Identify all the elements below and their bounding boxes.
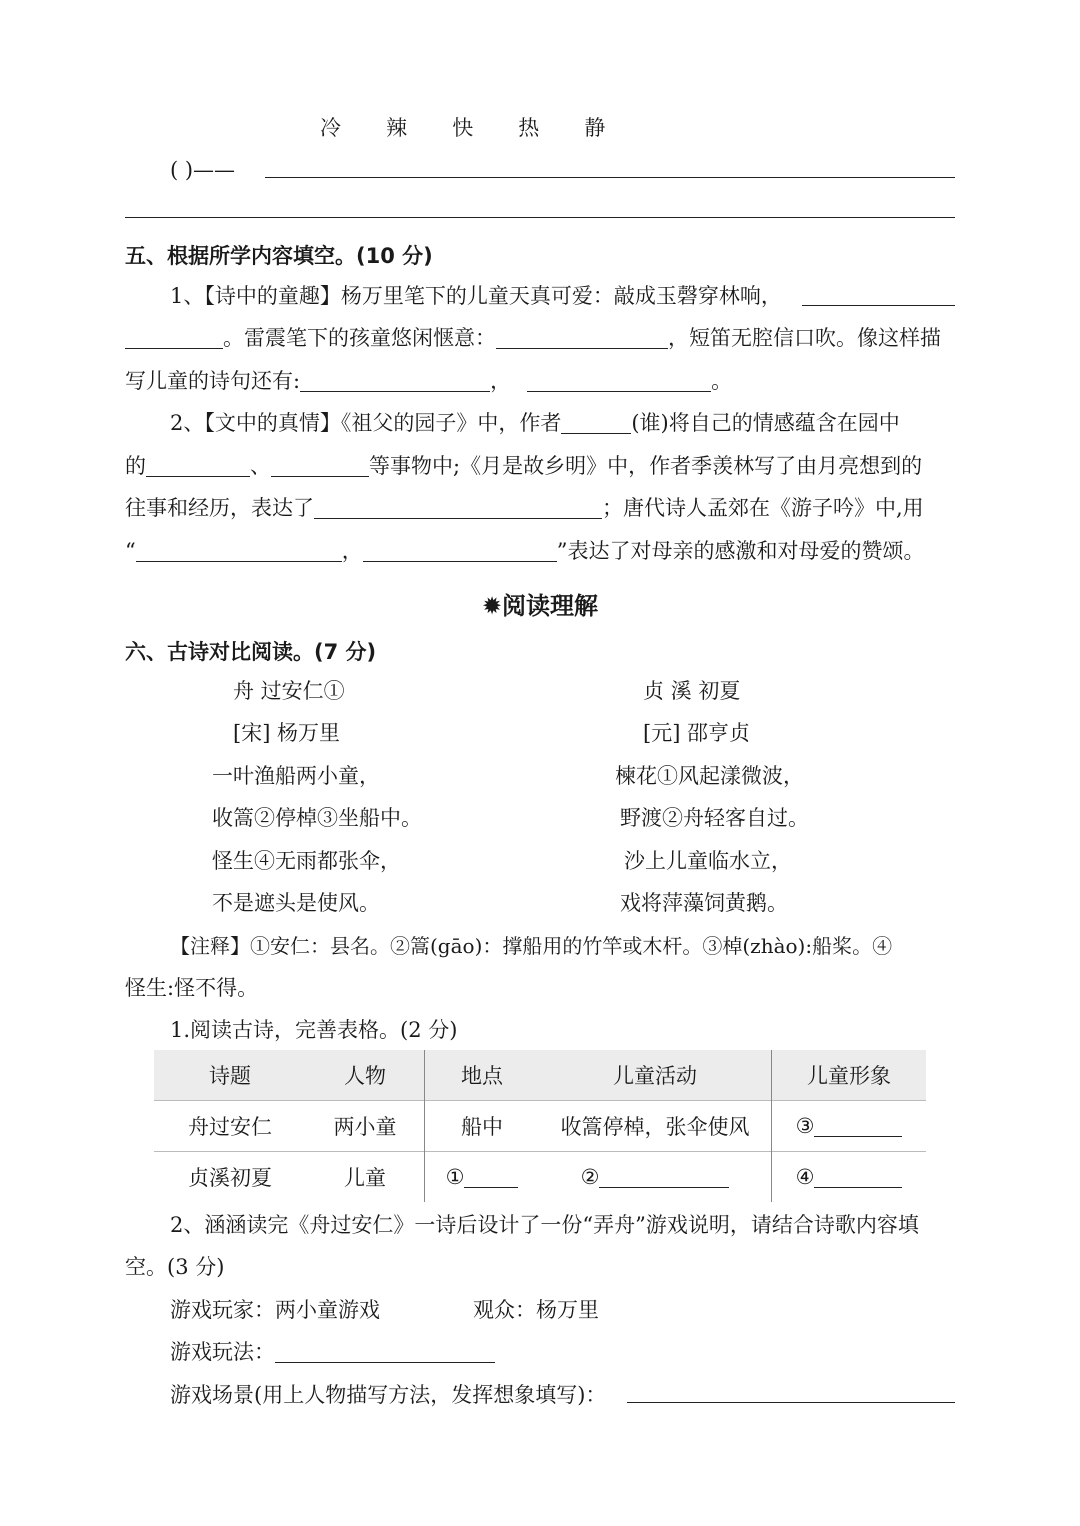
blank[interactable] [275,1344,495,1363]
s5-item1-line1 [170,283,782,309]
cell: 船中 [425,1101,540,1152]
poem2-line-2: 野渡②舟轻客自过。 [620,806,809,830]
blank[interactable] [814,1169,902,1188]
word-3: 快 [452,116,476,140]
notes-line-1: 【注释】①安仁：县名。②篙(gāo)：撑船用的竹竿或木杆。③棹(zhào):船桨。④ [170,934,893,958]
section-6-title: 六、古诗对比阅读。(7 分) [125,640,377,664]
s5-text: 。雷震笔下的孩童悠闲惬意： [223,326,496,350]
cell: 儿童 [306,1152,425,1203]
blank-marker: ④ [795,1165,815,1189]
blank-marker: ③ [795,1114,815,1138]
th-activity: 儿童活动 [539,1050,772,1101]
poem1-title: 舟 过安仁① [233,679,345,703]
blank[interactable] [802,305,955,306]
poem-comparison-table [154,1050,926,1202]
s5-text: ；唐代诗人孟郊在《游子吟》中,用 [602,496,924,520]
poem2-line-3: 沙上儿童临水立， [624,849,792,873]
th-place: 地点 [425,1050,540,1101]
blank[interactable] [464,1169,518,1188]
notes-line-2: 怪生:怪不得。 [125,976,259,1000]
s5-text: 往事和经历，表达了 [125,496,314,520]
poem1-author: [宋] 杨万里 [233,721,341,745]
blank[interactable] [363,543,557,562]
q1-title: 1.阅读古诗，完善表格。(2 分) [170,1018,458,1042]
poem2-line-4: 戏将萍藻饲黄鹅。 [620,891,788,915]
s5-text: 等事物中;《月是故乡明》中，作者季羡林写了由月亮想到的 [369,454,923,478]
blank-marker: ② [580,1165,600,1189]
word-1: 冷 [320,116,343,140]
s5-item2-line3 [125,495,924,521]
poem1-line-2: 收篙②停棹③坐船中。 [212,806,422,830]
cell: 收篙停棹，张伞使风 [539,1101,772,1152]
s5-text: ， [490,369,512,393]
poem1-line-4: 不是遮头是使风。 [212,891,380,915]
table-row [154,1101,926,1152]
blank[interactable] [314,500,602,519]
s5-item2-line1 [170,410,900,436]
word-2: 辣 [386,116,410,140]
cell-blank[interactable] [772,1152,927,1203]
blank[interactable] [136,543,342,562]
s5-text: ， [341,539,363,563]
reading-comprehension-header: ✹阅读理解 [481,592,599,620]
answer-line[interactable] [265,177,955,178]
s5-item2-line2 [125,453,922,479]
blank[interactable] [125,330,223,349]
blank[interactable] [599,1169,729,1188]
game-audience: 观众：杨万里 [473,1298,599,1322]
th-title: 诗题 [154,1050,306,1101]
s5-item1-line2 [125,325,941,351]
blank[interactable] [300,373,490,392]
game-play [170,1339,495,1365]
s5-text: 、 [250,454,271,478]
s5-item1-text: 1、【诗中的童趣】杨万里笔下的儿童天真可爱：敲成玉磬穿林响， [170,284,782,308]
cell: 舟过安仁 [154,1101,306,1152]
s5-text: 2、【文中的真情】《祖父的园子》中，作者 [170,411,562,435]
game-scene-label: 游戏场景(用上人物描写方法，发挥想象填写)： [170,1383,607,1407]
s5-item2-line4 [125,538,924,564]
q2-line-1: 2、涵涵读完《舟过安仁》一诗后设计了一份“弄舟”游戏说明，请结合诗歌内容填 [170,1213,919,1237]
game-scene [170,1382,606,1408]
s5-text: ，短笛无腔信口吹。像这样描 [668,326,941,350]
s5-text: ”表达了对母亲的感激和对母爱的赞颂。 [556,539,925,563]
cell-blank[interactable] [539,1152,772,1203]
answer-line[interactable] [125,217,955,218]
game-players: 游戏玩家：两小童游戏 [170,1298,380,1322]
blank[interactable] [814,1118,902,1137]
word-4: 热 [518,116,542,140]
answer-line[interactable] [627,1402,955,1403]
cell: 贞溪初夏 [154,1152,306,1203]
poem1-line-3: 怪生④无雨都张伞， [212,849,401,873]
th-image: 儿童形象 [772,1050,927,1101]
word-choice-prefix: ( )—— [170,158,236,182]
th-person: 人物 [306,1050,425,1101]
poem1-line-1: 一叶渔船两小童， [212,764,380,788]
word-5: 静 [584,116,608,140]
blank[interactable] [271,458,369,477]
table-header-row [154,1050,926,1101]
s5-text: “ [125,539,136,563]
cell-blank[interactable] [772,1101,927,1152]
cell: 两小童 [306,1101,425,1152]
poem2-line-1: 楝花①风起漾微波， [615,764,804,788]
blank[interactable] [561,415,631,434]
cell-blank[interactable] [425,1152,540,1203]
word-list [320,112,645,142]
table-row [154,1152,926,1203]
section-5-title: 五、根据所学内容填空。(10 分) [125,244,433,268]
blank[interactable] [527,373,711,392]
poem2-author: [元] 邵亨贞 [643,721,751,745]
q2-line-2: 空。(3 分) [125,1255,225,1279]
s5-text: 。 [711,369,733,393]
blank[interactable] [146,458,250,477]
poem2-title: 贞 溪 初夏 [643,679,741,703]
blank-marker: ① [445,1165,465,1189]
s5-text: 写儿童的诗句还有: [125,369,301,393]
s5-item1-line3 [125,368,732,394]
game-play-label: 游戏玩法： [170,1340,275,1364]
s5-text: 的 [125,454,146,478]
s5-text: (谁)将自己的情感蕴含在园中 [631,411,900,435]
blank[interactable] [496,330,668,349]
